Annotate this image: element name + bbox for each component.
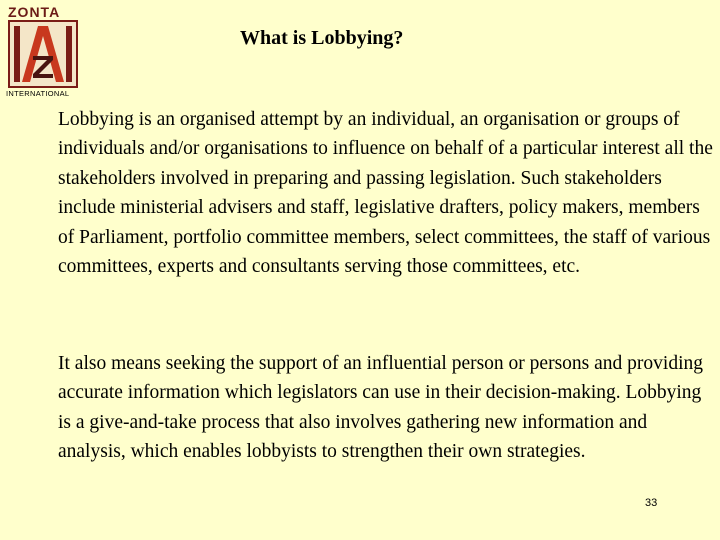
page-number: 33 [645,497,658,509]
logo-bottom-text: INTERNATIONAL [6,89,70,98]
paragraph-1: Lobbying is an organised attempt by an individual, an organisation or groups of individuals and/or organisations to influence on behalf of a particular interest all the stakeholders involved in preparing and passing legislation. Such stakeholders include ministerial advisers and staff, legislative drafters, policy makers, members of Parliament, portfolio committee members, select committees, the staff of various committees, experts and consultants serving those committees, etc. [58,109,713,278]
zonta-logo [4,4,78,100]
paragraph-2: It also means seeking the support of an influential person or persons and providing accurate information which legislators can use in their decision-making. Lobbying is a give-and-take process that also involves gathering new information and analysis, which enables lobbyists to strengthen their own strategies. [58,353,703,463]
slide-title: What is Lobbying? [240,27,404,49]
zonta-emblem-icon [8,20,78,88]
logo-top-text: ZONTA [8,4,61,20]
